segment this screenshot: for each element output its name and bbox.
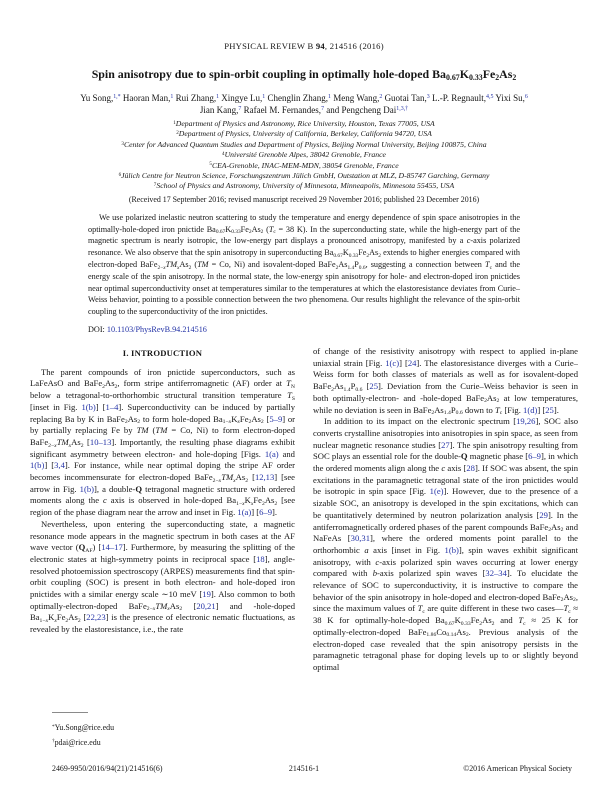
paper-title: Spin anisotropy due to spin-orbit coupling in optimally hole-doped $Ba_{0.67}K_{0.33}Fe_2As_2$: [91, 67, 517, 83]
footnote-list: [52, 721, 114, 750]
footer-page-number: 214516-1: [288, 764, 320, 773]
citation-link[interactable]: 14–17: [101, 542, 123, 553]
footnote-rule: [52, 712, 88, 713]
doi-label: DOI:: [88, 325, 105, 335]
citation-link[interactable]: 10–13: [89, 436, 112, 447]
figure-ref-link[interactable]: 1(a): [264, 448, 279, 459]
citation-link[interactable]: 6–9: [528, 451, 541, 462]
abstract: We use polarized inelastic neutron scattering to study the temperature and energy dependence of spin space anisotropies in the optimally-hole-doped iron pnictide $Ba_{0.67}K_{0.33}Fe_2As_2$ ($T_c = 38$ K). In the superconducting state, while the high-energy part of the magnetic spectrum is nearly isotropic, the low-energy part displays a pronounced anisotropy, manifested by a c-axis polarized resonance. We also observe that the spin anisotropy in superconducting $Ba_{0.67}K_{0.33}Fe_2As_2$ extends to higher energies compared with electron-doped $BaFe_{2-x}TM_xAs_2$ (TM = Co, Ni) and isovalent-doped $BaFe_2As_{1.4}P_{0.6}$, suggesting a connection between $T_c$ and the energy scale of the spin anisotropy. In the normal state, the low-energy spin anisotropy for hole- and electron-doped iron pnictides near optimal superconductivity onset at temperatures similar to the temperatures at which the elastoresistance deviates from Curie–Weiss behavior, pointing to a possible connection between the two phenomena. Our results highlight the relevance of the spin-orbit coupling to the superconductivity of the iron pnictides.: [88, 212, 521, 317]
two-column-body: [30, 346, 578, 744]
affiliation: $^2$Department of Physics, University of California, Berkeley, California 94720, USA: [176, 129, 432, 139]
doi-link[interactable]: 10.1103/PhysRevB.94.214516: [106, 325, 207, 335]
citation-link[interactable]: 24: [407, 357, 417, 368]
citation-link[interactable]: 12,13: [254, 472, 275, 483]
citation-link[interactable]: 1–4: [105, 401, 119, 412]
citation-link[interactable]: 32–34: [485, 568, 507, 579]
citation-link[interactable]: 20,21: [196, 600, 216, 611]
figure-ref-link[interactable]: 1(b): [30, 460, 45, 471]
footnote-email[interactable]: †pdai@rice.edu: [52, 737, 101, 747]
citation-link[interactable]: 25: [545, 404, 554, 415]
author-line-1: Yu Song,$^{1,*}$ Haoran Man,$^1$ Rui Zhang,$^1$ Xingye Lu,$^1$ Chenglin Zhang,$^1$ Meng Wang,$^2$ Guotai Tan,$^3$ L.-P. Regnault,$^{4,5}$ Yixi Su,$^6$: [80, 93, 528, 103]
footer-copyright: ©2016 American Physical Society: [463, 764, 572, 773]
citation-link[interactable]: 19: [202, 589, 211, 600]
citation-link[interactable]: 5–9: [269, 413, 283, 424]
affiliation: $^3$Center for Advanced Quantum Studies and Department of Physics, Beijing Normal University, Beijing 100875, China: [121, 139, 487, 149]
footnote-email[interactable]: *Yu.Song@rice.edu: [52, 723, 115, 732]
citation-link[interactable]: 18: [256, 553, 265, 564]
citation-link[interactable]: 29: [539, 509, 548, 520]
citation-link[interactable]: 6–9: [259, 507, 272, 518]
footnote-block: [52, 712, 114, 750]
journal-header: PHYSICAL REVIEW B 94, 214516 (2016): [224, 41, 384, 51]
doi-line: [88, 325, 520, 334]
citation-link[interactable]: 28: [466, 463, 475, 474]
author-line-2: Jian Kang,$^7$ Rafael M. Fernandes,$^7$ and Pengcheng Dai$^{1,3,\dagger}$: [199, 105, 409, 115]
citation-link[interactable]: 22,23: [86, 612, 106, 623]
body-paragraph: of change of the resistivity anisotropy with respect to applied in-plane uniaxial strain [Fig. 1(c)] [24]. The elastoresistance diverges with a Curie–Weiss form for both classes of materials as well as for isovalent-doped $BaFe_2As_{1.4}P_{0.6}$ [25]. Deviation from the Curie–Weiss behavior is seen in both optimally-electron- and -hole-doped $BaFe_2As_2$ at low temperatures, while no deviation is seen in $BaFe_2As_{1.4}P_{0.6}$ down to $T_c$ [Fig. 1(d)] [25].: [313, 346, 578, 417]
affiliation: $^7$School of Physics and Astronomy, University of Minnesota, Minneapolis, Minnesota 55455, USA: [153, 181, 455, 191]
body-paragraph: The parent compounds of iron pnictide superconductors, such as LaFeAsO and $BaFe_2As_2$, form stripe antiferromagnetic (AF) order at $T_N$ below a tetragonal-to-orthorhombic structural transition temperature $T_S$ [inset in Fig. 1(b)] [1–4]. Superconductivity can be induced by partially replacing Ba by K in $BaFe_2As_2$ to form hole-doped $Ba_{1-x}K_xFe_2As_2$ [5–9] or by partially replacing Fe by TM (TM = Co, Ni) to form electron-doped $BaFe_{2-x}TM_xAs_2$ [10–13]. Importantly, the resulting phase diagrams exhibit significant asymmetry between electron- and hole-doping [Figs. 1(a) and 1(b)] [3,4]. For instance, while near optimal doping the stripe AF order becomes incommensurate for electron-doped $BaFe_{2-x}TM_xAs_2$ [12,13] [see arrow in Fig. 1(b)], a double-Q tetragonal magnetic structure with ordered moments along the c axis is observed in hole-doped $Ba_{1-x}K_xFe_2As_2$ [see region of the phase diagram near the arrow and inset in Fig. 1(a)] [6–9].: [30, 366, 296, 518]
page-footer: [0, 764, 608, 776]
affiliation: $^4$Université Grenoble Alpes, 38042 Grenoble, France: [222, 150, 386, 160]
left-column: [30, 346, 295, 744]
affiliation: $^5$CEA-Grenoble, INAC-MEM-MDN, 38054 Grenoble, France: [209, 160, 399, 170]
figure-ref-link[interactable]: 1(b): [81, 401, 96, 412]
figure-ref-link[interactable]: 1(a): [237, 507, 252, 518]
affiliation: $^6$Jülich Centre for Neutron Science, Forschungszentrum Jülich GmbH, Outstation at MLZ, D-85747 Garching, Germany: [118, 171, 490, 181]
body-paragraph: Nevertheless, upon entering the superconducting state, a magnetic resonance mode appears in the magnetic spectrum in both cases at the AF wave vector $(Q_{AF})$ [14–17]. Furthermore, by measuring the splitting of the electronic states at high-symmetry points in reciprocal space [18], angle-resolved photoemission spectroscopy (ARPES) measurements find that spin-orbit coupling (SOC) is present in both electron- and hole-doped iron pnictides with a similar energy scale ∼10 meV [19]. Also common to both optimally-electron-doped $BaFe_{2-x}TM_xAs_2$ [20,21] and -hole-doped $Ba_{1-x}K_xFe_2As_2$ [22,23] is the presence of electronic nematic fluctuations, as revealed by the elastoresistance, i.e., the rate: [30, 518, 296, 635]
figure-ref-link[interactable]: 1(e): [429, 486, 444, 497]
citation-link[interactable]: 3,4: [54, 460, 65, 471]
figure-ref-link[interactable]: 1(b): [444, 544, 459, 555]
figure-ref-link[interactable]: 1(c): [385, 357, 400, 368]
citation-link[interactable]: 25: [369, 381, 378, 392]
footer-issn: 2469-9950/2016/94(21)/214516(6): [52, 764, 163, 773]
left-column-paragraphs: [30, 367, 295, 636]
received-line: (Received 17 September 2016; revised manuscript received 29 November 2016; published 23 December 2016): [128, 194, 480, 204]
section-heading-introduction: I. INTRODUCTION: [122, 348, 203, 359]
affiliation: $^1$Department of Physics and Astronomy, Rice University, Houston, Texas 77005, USA: [173, 119, 435, 128]
affiliation-list: [0, 119, 608, 192]
figure-ref-link[interactable]: 1(b): [79, 483, 94, 494]
figure-ref-link[interactable]: 1(d): [523, 404, 538, 415]
citation-link[interactable]: 27: [441, 439, 450, 450]
citation-link[interactable]: 19,26: [516, 416, 536, 427]
right-column: [313, 346, 578, 744]
citation-link[interactable]: 30,31: [350, 533, 371, 544]
author-list: [0, 92, 608, 116]
body-paragraph: In addition to its impact on the electronic spectrum [19,26], SOC also converts crystalline anisotropies into anisotropies in spin space, as seen from nuclear magnetic resonance studies [27]. The spin anisotropy resulting from SOC plays an essential role for the double-Q magnetic phase [6–9], in which the ordered moments align along the c axis [28]. If SOC was absent, the spin excitations in the paramagnetic tetragonal state of the iron pnictides would be isotropic in spin space [Fig. 1(e)]. However, due to the presence of a sizable SOC, an anisotropy is developed in the spin excitations, which can be quantitatively determined by neutron polarization analysis [29]. In the antiferromagnetically ordered phases of the parent compounds $BaFe_2As_2$ and NaFeAs [30,31], where the ordered moments point parallel to the orthorhombic a axis [inset in Fig. 1(b)], spin waves exhibit significant anisotropy, with c-axis polarized spin waves occurring at lower energy compared with b-axis polarized spin waves [32–34]. To elucidate the relevance of SOC to superconductivity, it is instructive to compare the behavior of the spin anisotropy in hole-doped and electron-doped $BaFe_2As_2$, since the maximum values of $T_c$ are quite different in these two $cases—T_c \approx 38$ K for optimally-hole-doped $Ba_{0.67}K_{0.33}Fe_2As_2$ and $T_c \approx 25$ K for optimally-electron-doped $BaFe_{1.86}Co_{0.14}As_2$. Previous analysis of the electron-doped case revealed that the spin anisotropy persists in the paramagnetic tetragonal phase for doping levels up to or slightly beyond optimal: [313, 416, 578, 672]
